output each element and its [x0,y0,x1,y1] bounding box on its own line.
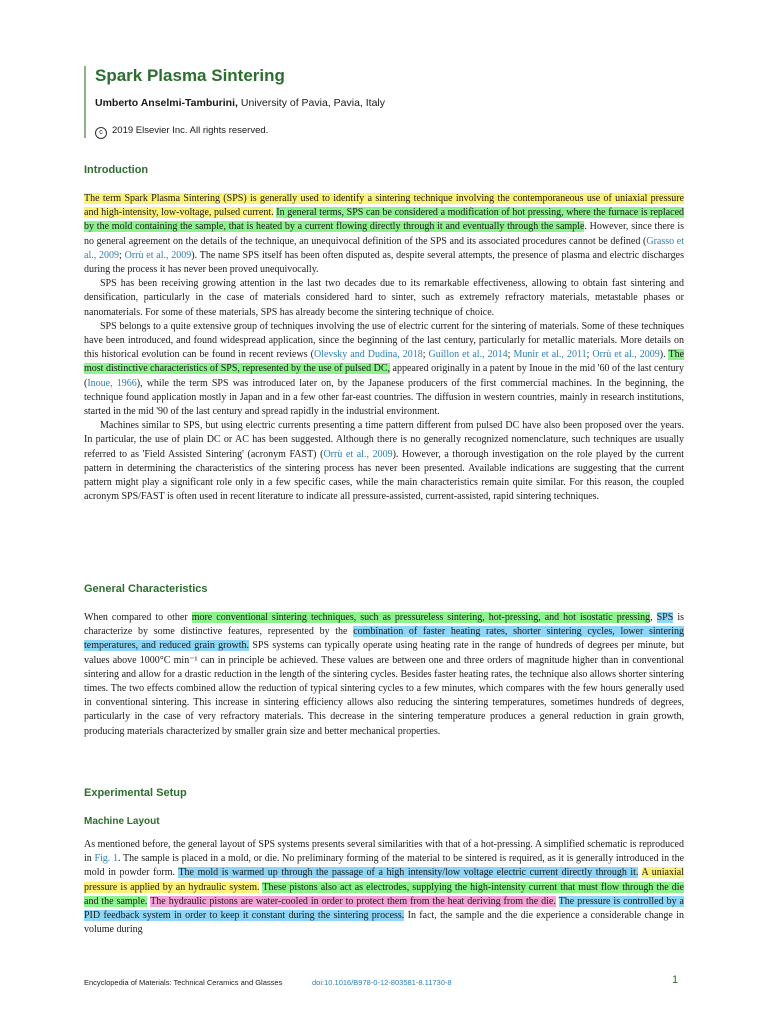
text: ; [119,249,125,261]
footer-journal: Encyclopedia of Materials: Technical Ceramics and Glasses [84,978,283,987]
highlight-yellow: The term Spark Plasma Sintering (SPS) is generally used to identify a sintering technique involving the contemporaneous use of uniaxial pressure and high-intensity, low-voltage, pulsed current. [84,193,684,219]
citation-link[interactable]: Inoue, 1966 [87,377,137,389]
text: ; [422,349,429,361]
text: ). However, a thorough investigation on the role played by the current pattern in determining the characteristics of the sintering process has never been presented. Available indications are suggesting that the current pattern might play a significant role only in a few specific cases, while the main characteristics remain quite similar. For this reason, the coupled acronym SPS/FAST is often used in recent literature to indicate all pressure-assisted, current-assisted, rapid sintering techniques. [84,448,684,503]
citation-link[interactable]: Olevsky and Dudina, 2018 [313,349,423,361]
highlight-green: In general terms, SPS can be considered a modification of hot pressing, where the furnace is replaced by the mold containing the sample, that is heated by a current flowing directly through it and eventually through the sample [84,207,685,233]
text: appeared originally in a patent by Inoue in the mid '60 of the last century ( [84,363,684,389]
general-characteristics-body [84,611,684,739]
text: ). The name SPS itself has been often disputed as, despite several attempts, the presence of plasma and electric discharges during the process it has never been proved unequivocally. [84,249,685,276]
article-title: Spark Plasma Sintering [95,66,285,85]
text: In fact, the sample and the die experience a considerable change in volume during [84,910,684,936]
text: SPS belongs to a quite extensive group of techniques involving the use of electric current for the sintering of materials. Some of these techniques have been introduced, and found widespread application, since the beginning of the last century, particularly for metallic materials. More details on this historical evolution can be found in recent reviews ( [84,320,684,361]
paragraph [84,192,684,277]
author-line [95,96,695,110]
highlight-blue: The mold is warmed up through the passage of a high intensity/low voltage electric current directly through it. [178,867,639,879]
paragraph [84,611,684,739]
text: ). [659,349,669,361]
text: Machines similar to SPS, but using electric currents presenting a time pattern different from pulsed DC have also been proposed over the years. In particular, the use of plain DC or AC has been suggested. Although there is no generally recognized nomenclature, such techniques are usually referred to as 'Field Assisted Sintering' (acronym FAST) ( [84,420,684,460]
section-heading-introduction: Introduction [84,164,149,176]
footer-doi-link[interactable]: doi:10.1016/B978-0-12-803581-8.11730-8 [312,978,452,987]
section-heading-general-characteristics: General Characteristics [84,583,208,595]
copyright-text: 2019 Elsevier Inc. All rights reserved. [112,125,269,136]
text: As mentioned before, the general layout of SPS systems presents several similarities with that of a hot-pressing. A simplified schematic is reproduced in [84,839,684,865]
paragraph [84,838,684,937]
text: , [650,612,657,623]
section-heading-experimental-setup: Experimental Setup [84,787,187,799]
paragraph [84,320,684,419]
paragraph: SPS has been receiving growing attention in the last two decades due to its remarkable effectiveness, allowing to obtain fast sintering and densification, particularly in the case of materials considered hard to sinter, such as extremely refractory materials, metastable phases or nanomaterials. For some of these materials, SPS has already become the sintering technique of choice. [84,278,684,318]
text: ; [586,349,593,361]
citation-link[interactable]: Grasso et al., 2009 [84,235,685,261]
highlight-green: These pistons also act as electrodes, supplying the high-intensity current that must flow through the die and the sample. [84,881,684,907]
highlight-pink: The hydraulic pistons are water-cooled in order to protect them from the heat deriving from the die. [150,895,556,907]
text: . However, since there is no general agreement on the details of the technique, an unequivocal definition of the SPS and its associated procedures cannot be defined ( [84,221,684,247]
author-affiliation: University of Pavia, Pavia, Italy [237,97,385,109]
paragraph [84,419,684,504]
highlight-blue: combination of faster heating rates, shorter sintering cycles, lower sintering temperatures, and reduced grain growth. [84,626,684,652]
highlight-green: The most distinctive characteristics of SPS, represented by the use of pulsed DC, [84,349,685,375]
author-name: Umberto Anselmi-Tamburini, [95,97,238,109]
machine-layout-body [84,838,684,937]
citation-link[interactable]: Munir et al., 2011 [513,349,587,361]
article-header [84,66,695,138]
citation-link[interactable]: Orrù et al., 2009 [124,249,192,261]
figure-link[interactable]: Fig. 1 [94,853,118,865]
citation-link[interactable]: Orrù et al., 2009 [592,349,660,361]
highlight-green: more conventional sintering techniques, such as pressureless sintering, hot-pressing, and hot isostatic pressing [191,612,651,623]
citation-link[interactable]: Orrù et al., 2009 [323,448,393,460]
text: . The sample is placed in a mold, or die. No preliminary forming of the material to be sintered is required, as it is generally introduced in the mold in powder form. [84,853,685,879]
copyright-icon: c [95,127,107,139]
text: is characterize by some distinctive features, represented by the [84,612,684,638]
subsection-heading-machine-layout: Machine Layout [84,816,160,827]
text: SPS systems can typically operate using heating rate in the range of hundreds of degrees per minute, but values above 1000°C min⁻¹ can in principle be achieved. These values are between one and three orders of magnitude higher than in conventional sintering and allow for a drastic reduction in the length of the sintering cycles. Besides faster heating rates, the technique also allows shorter sintering times. The two effects combined allow the reduction of typical sintering cycles to a few minutes, which compares with the few hours generally used in conventional sintering. This increase in sintering efficiency allows also reducing the sintering temperatures, sometimes hundreds of degrees, particularly in the case of very refractory materials. This decrease in the sintering temperature produces a general reduction in grain growth, producing materials characterized by smaller grain size and better mechanical properties. [84,640,684,737]
introduction-body [84,192,684,504]
text: ; [507,349,514,361]
highlight-yellow: A uniaxial pressure is applied by an hydraulic system. [84,867,684,893]
highlight-blue: The pressure is controlled by a PID feedback system in order to keep it constant during the sintering process. [84,895,684,922]
citation-link[interactable]: Guillon et al., 2014 [428,349,508,361]
page-number: 1 [672,974,679,986]
text: When compared to other [84,612,192,623]
text: ), while the term SPS was introduced later on, by the Japanese producers of the first commercial machines. In the beginning, the technique found application mostly in Japan and in a few other far-east countries. The diffusion in western countries, mainly in research institutions, started in the mid '90 of the last century and spread rapidly in the industrial environment. [84,377,684,418]
copyright-line [95,124,695,139]
highlight-blue: SPS [656,612,674,623]
